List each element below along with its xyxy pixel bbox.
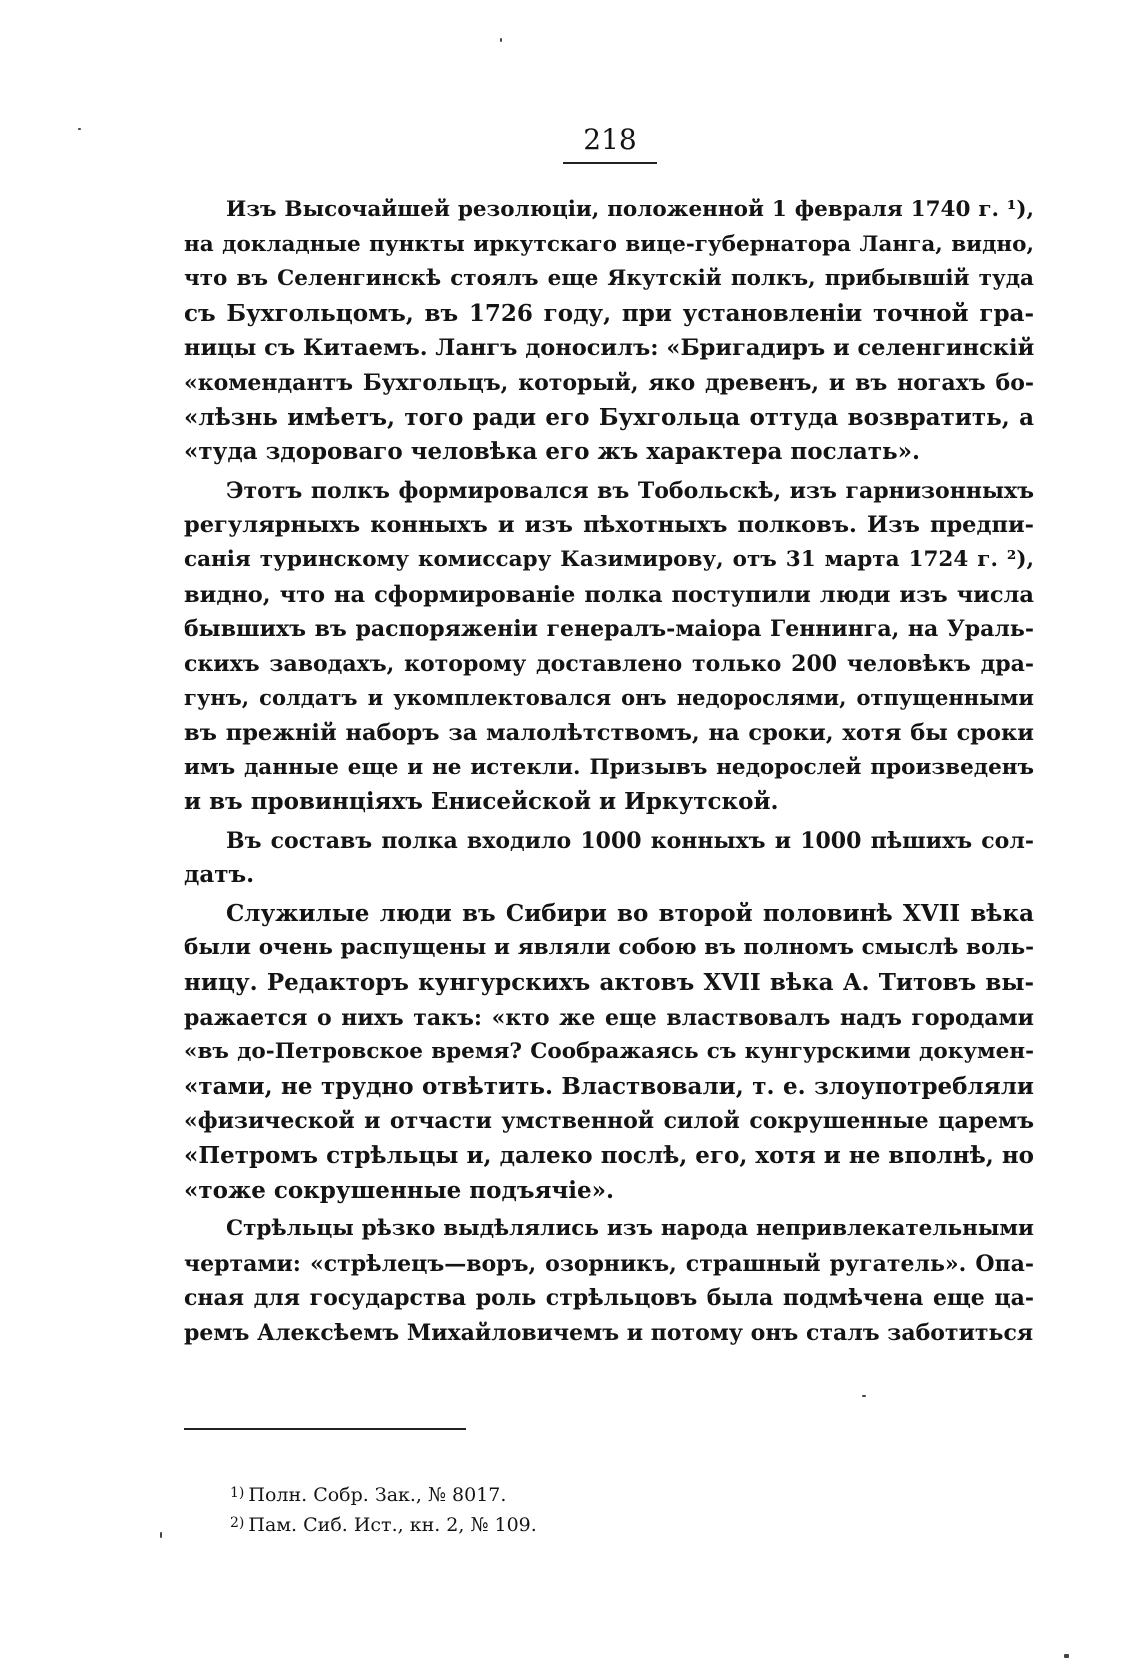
text-line: чертами: «стрѣлецъ—воръ, озорникъ, страшный ругатель». Опа- [184,1250,1034,1277]
text-line: «физической и отчасти умственной силой сокрушенные царемъ [184,1108,1034,1135]
text-line: видно, что на сформированіе полка поступили люди изъ числа [184,581,1034,608]
text-line: Изъ Высочайшей резолюціи, положенной 1 февраля 1740 г. ¹), [226,197,1034,222]
body-text [184,193,1034,1351]
text-line: ремъ Алексѣемъ Михайловичемъ и потому онъ сталъ заботиться [184,1320,1034,1346]
scan-speck [1064,1654,1069,1658]
text-line: «комендантъ Бухгольцъ, который, яко древенъ, и въ ногахъ бо- [184,369,1034,396]
scan-speck [78,128,81,130]
text-line: «туда здороваго человѣка его жъ характера послать». [184,438,920,466]
scan-speck [160,1532,162,1538]
footnote-mark: 2) [230,1515,245,1531]
text-line: «тоже сокрушенные подъячіе». [184,1176,615,1204]
text-line: гунъ, солдатъ и укомплектовался онъ недорослями, отпущенными [184,685,1034,711]
text-line: ражается о нихъ такъ: «кто же еще властвовалъ надъ городами [184,1004,1034,1031]
footnote-separator [184,1428,466,1430]
footnote-mark: 1) [230,1485,245,1501]
footnote [230,1508,537,1538]
text-line: были очень распущены и являли собою въ полномъ смыслѣ воль- [184,935,1034,961]
text-line: «лѣзнь имѣетъ, того ради его Бухгольца оттуда возвратить, а [184,403,1034,431]
text-line: ницы съ Китаемъ. Лангъ доносилъ: «Бригадиръ и селенгинскій [184,335,1034,362]
text-line: «въ до-Петровское время? Соображаясь съ кунгурскими докумен- [184,1039,1034,1065]
text-line: съ Бухгольцомъ, въ 1726 году, при установленіи точной гра- [184,299,1034,327]
page-number-rule [563,162,657,164]
scan-speck [500,38,502,42]
text-line: санія туринскому комиссару Казимирову, отъ 31 марта 1724 г. ²), [184,546,1034,572]
text-line: сная для государства роль стрѣльцовъ была подмѣчена еще ца- [184,1285,1034,1312]
footnote [230,1478,537,1508]
text-line: на докладные пункты иркутскаго вице-губернатора Ланга, видно, [184,231,1034,257]
text-line: регулярныхъ конныхъ и изъ пѣхотныхъ полковъ. Изъ предпи- [184,512,1034,539]
text-line: Служилые люди въ Сибири во второй половинѣ XVII вѣка [226,899,1034,927]
text-line: Этотъ полкъ формировался въ Тобольскѣ, изъ гарнизонныхъ [226,477,1034,504]
scan-speck [862,1395,866,1397]
text-line: «Петромъ стрѣльцы и, далеко послѣ, его, хотя и не вполнѣ, но [184,1142,1034,1170]
text-line: имъ данные еще и не истекли. Призывъ недорослей произведенъ [184,754,1034,780]
footnote-text: Пам. Сиб. Ист., кн. 2, № 109. [248,1514,537,1536]
text-line: ницу. Редакторъ кунгурскихъ актовъ XVII вѣка А. Титовъ вы- [184,969,1034,997]
text-line: Въ составъ полка входило 1000 конныхъ и 1000 пѣшихъ сол- [226,827,1034,854]
text-line: Стрѣльцы рѣзко выдѣлялись изъ народа непривлекательными [226,1216,1034,1242]
text-line: «тами, не трудно отвѣтить. Властвовали, т. е. злоупотребляли [184,1072,1034,1100]
text-line: скихъ заводахъ, которому доставлено только 200 человѣкъ дра- [184,650,1034,677]
footnotes [230,1478,537,1538]
page-number: 218 [583,123,637,156]
text-line: датъ. [184,861,255,889]
text-line: бывшихъ въ распоряженіи генералъ-маіора Геннинга, на Ураль- [184,616,1034,643]
text-line: въ прежній наборъ за малолѣтствомъ, на сроки, хотя бы сроки [184,719,1034,746]
text-line: что въ Селенгинскѣ стоялъ еще Якутскій полкъ, прибывшій туда [184,266,1034,292]
footnote-text: Полн. Собр. Зак., № 8017. [248,1484,507,1506]
text-line: и въ провинціяхъ Енисейской и Иркутской. [184,788,779,816]
